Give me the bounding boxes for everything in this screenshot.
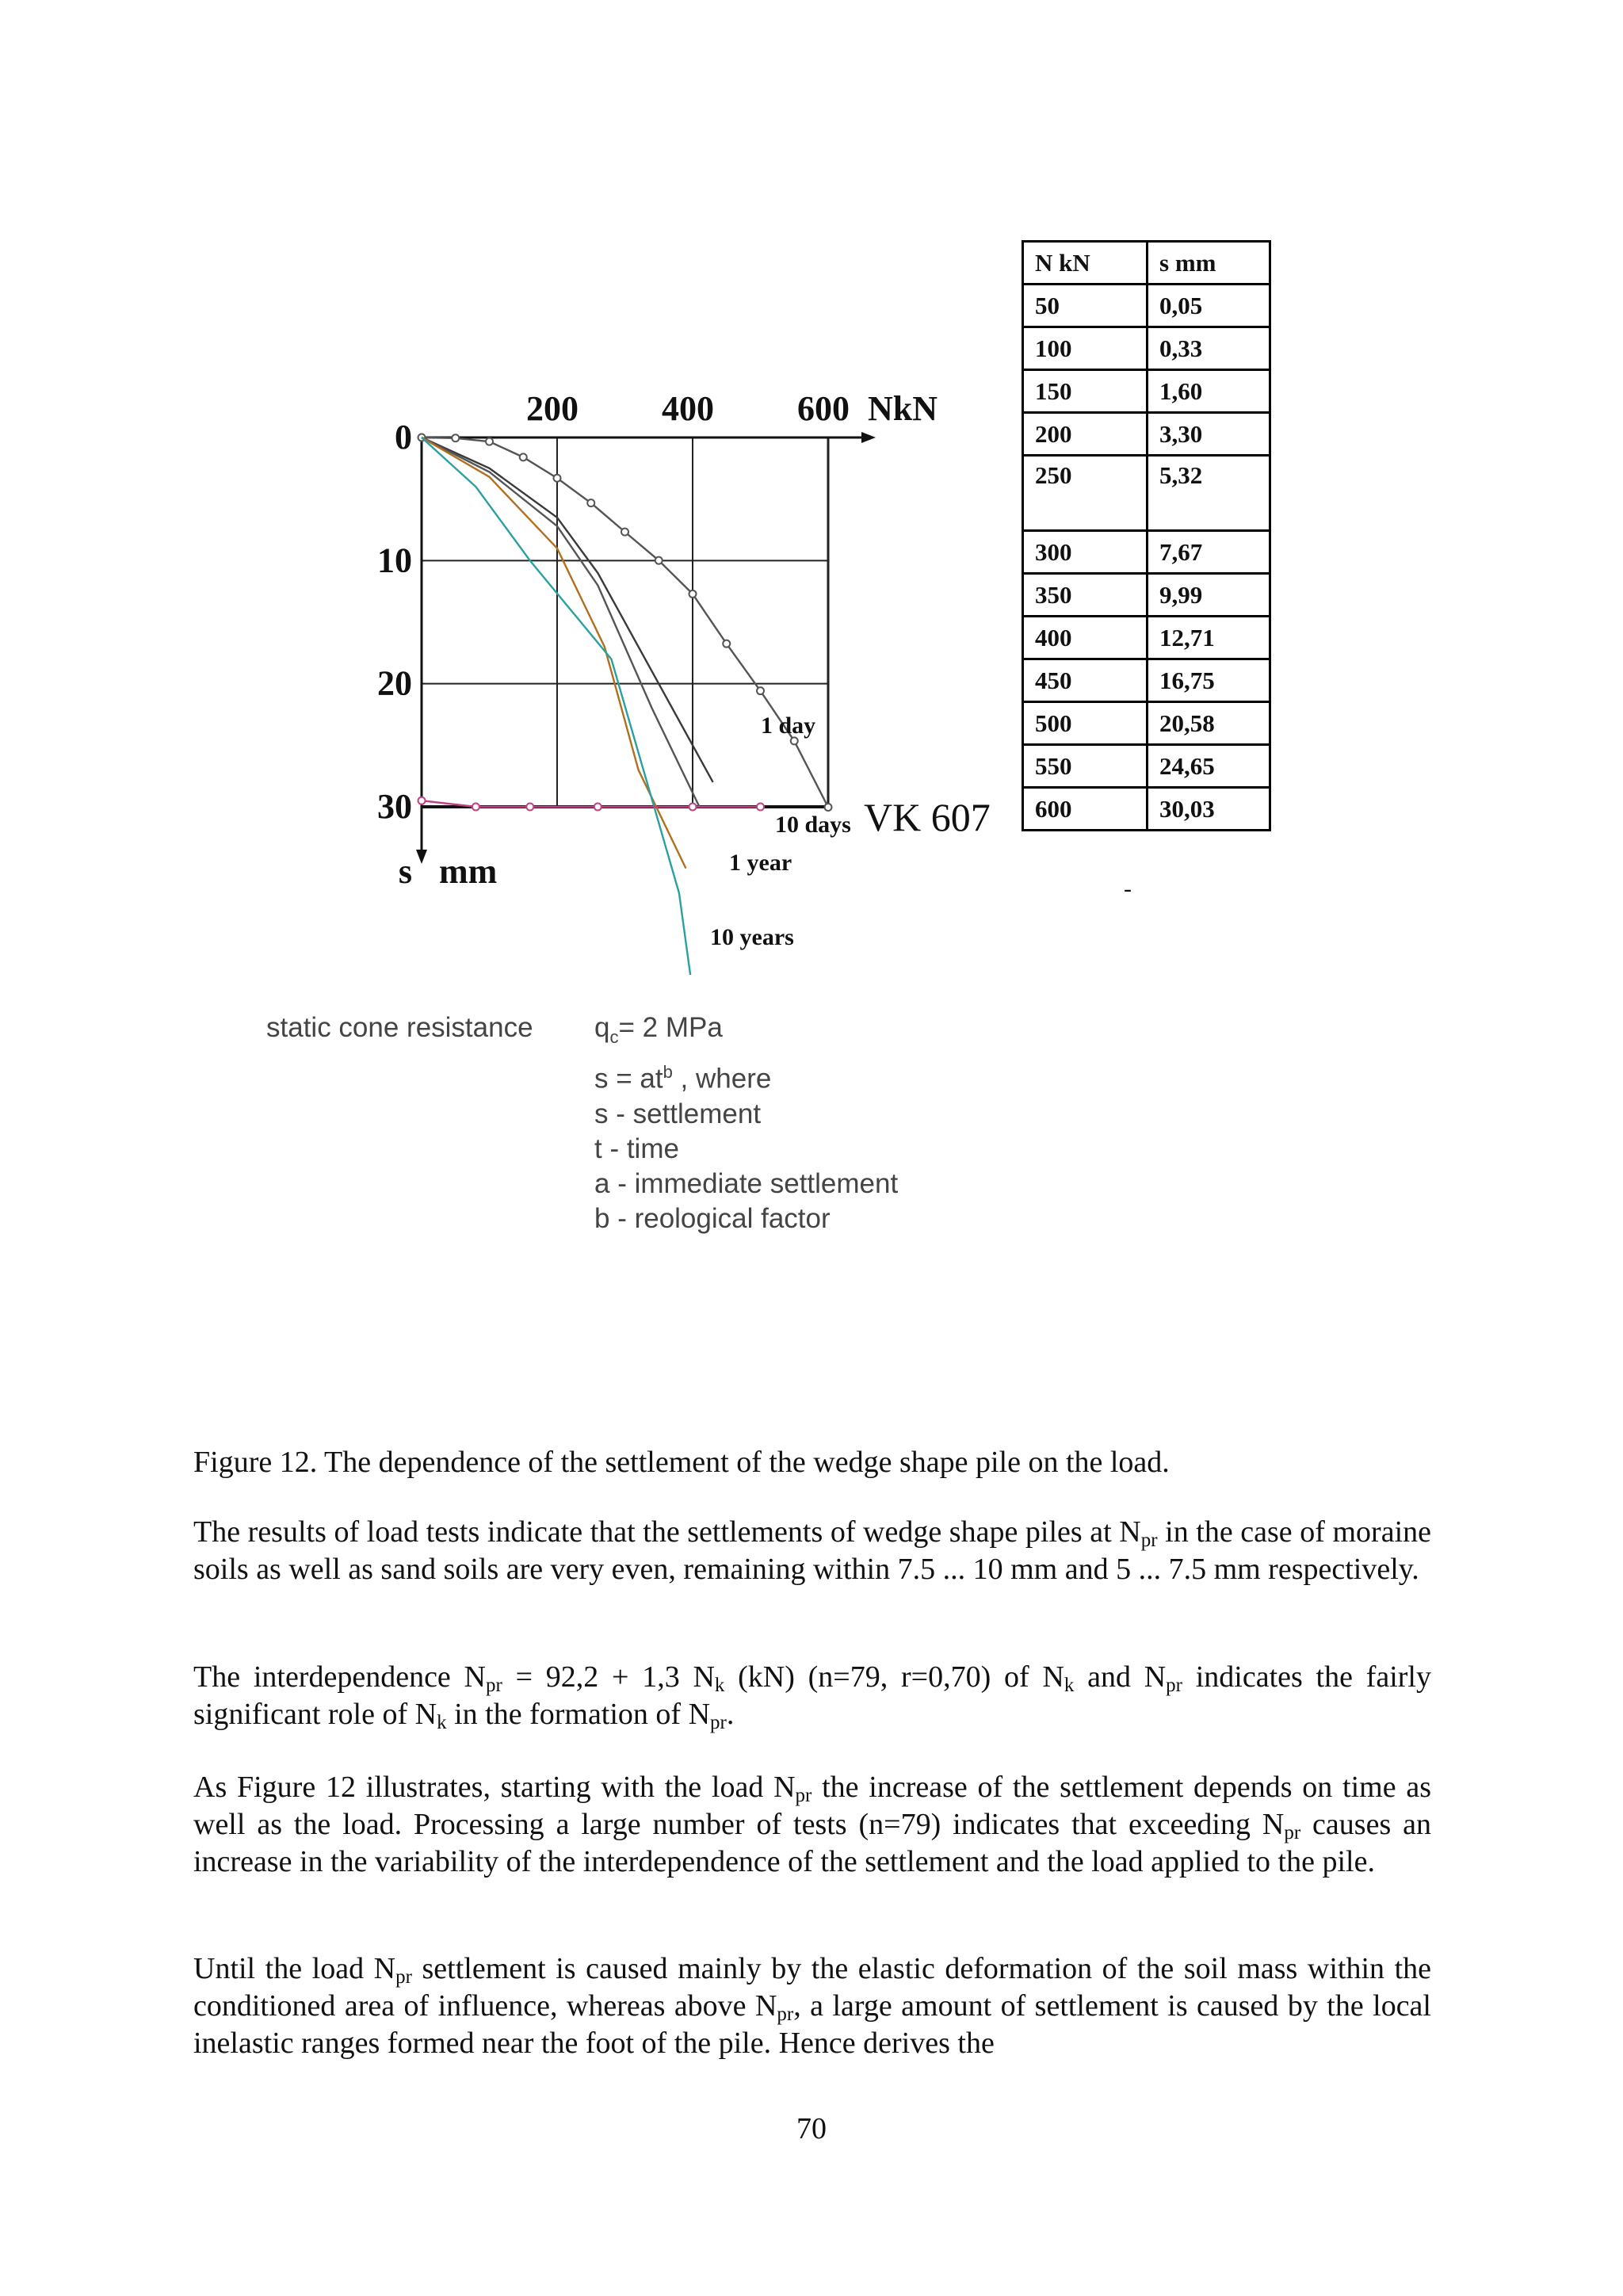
data-point — [757, 687, 764, 694]
x-tick-label: 600 — [797, 389, 850, 428]
data-point — [486, 438, 493, 445]
paragraph: Until the load $N_{pr}$ settlement is caused mainly by the elastic deformation of the soil mass within the conditioned area of influence, whereas above $N_{pr}$, a large amount of settlement is caused by the local inelastic ranges formed near the foot of the pile. Hence derives the — [193, 1952, 1432, 2060]
legend-symbol: q — [594, 1012, 610, 1043]
paragraph: The interdependence $N_{pr} = 92,2 + 1,3$ $N_k$ (kN) (n=79, r=0,70) of $N_k$ and $N_{pr}$ indicates the fairly significant role of $N_k$ in the formation of $N_{pr}$. — [193, 1660, 1431, 1733]
cell-load: 250 — [1023, 456, 1148, 531]
legend-definitions — [594, 1010, 898, 1236]
curve-label: 1 year — [729, 850, 792, 876]
cell-load: 550 — [1023, 745, 1148, 788]
series-line-3 — [422, 437, 685, 869]
cell-settlement: 7,67 — [1148, 531, 1270, 574]
cell-load: 200 — [1023, 413, 1148, 456]
legend-subscript: c — [609, 1027, 619, 1047]
table-row — [1023, 531, 1270, 574]
cell-settlement: 1,60 — [1148, 370, 1270, 413]
chart-series — [418, 434, 832, 976]
page-number: 70 — [796, 2112, 827, 2145]
series-line-4 — [422, 437, 700, 975]
data-point — [723, 640, 730, 648]
legend-text: , where — [672, 1063, 772, 1095]
paragraph: The results of load tests indicate that the settlements of wedge shape piles at $N_{pr}$ in the case of moraine soils as well as sand soils are very even, remaining within 7.5 ... 10 mm and 5 ... 7.5 mm respectively. — [193, 1515, 1431, 1586]
data-point — [689, 804, 697, 811]
legend-superscript: b — [663, 1062, 673, 1082]
legend-line: a - immediate settlement — [594, 1167, 899, 1199]
cell-settlement: 20,58 — [1148, 702, 1270, 745]
series-line-2 — [422, 437, 700, 807]
curve-label: 10 days — [775, 812, 851, 838]
chart-axes — [416, 432, 876, 864]
cell-settlement: 0,05 — [1148, 285, 1270, 327]
legend-line: t - time — [594, 1133, 679, 1164]
x-tick-label: 200 — [526, 389, 579, 428]
y-tick-label: 0 — [395, 418, 412, 457]
table-row — [1023, 413, 1270, 456]
legend-line: s - settlement — [594, 1098, 762, 1129]
data-point — [689, 590, 697, 598]
data-point — [825, 804, 832, 811]
cell-load: 300 — [1023, 531, 1148, 574]
data-point — [452, 434, 459, 441]
table-header-row — [1023, 242, 1270, 285]
legend-line: b - reological factor — [594, 1202, 831, 1234]
data-point — [526, 804, 533, 811]
cell-load: 150 — [1023, 370, 1148, 413]
table-row — [1023, 574, 1270, 617]
data-point — [757, 804, 764, 811]
cell-load: 50 — [1023, 285, 1148, 327]
y-tick-label: 30 — [377, 787, 412, 826]
y-tick-label: 20 — [377, 663, 412, 703]
data-point — [587, 499, 594, 506]
cell-load: 600 — [1023, 788, 1148, 831]
cell-settlement: 30,03 — [1148, 788, 1270, 831]
header-settlement: s mm — [1148, 242, 1270, 285]
stray-mark: - — [1124, 876, 1132, 902]
y-tick-label: 10 — [377, 541, 412, 580]
table-row — [1023, 659, 1270, 702]
cell-load: 450 — [1023, 659, 1148, 702]
paragraph: As Figure 12 illustrates, starting with the load $N_{pr}$ the increase of the settlement depends on time as well as the load. Processing a large number of tests (n=79) indicates that exceeding $N_{pr}$ causes an increase in the variability of the interdependence of the settlement and the load applied to the pile. — [193, 1771, 1431, 1878]
table-row — [1023, 285, 1270, 327]
legend-text: = 2 MPa — [618, 1012, 723, 1043]
chart-annotation: VK 607 — [864, 795, 991, 839]
data-point — [472, 804, 479, 811]
table-row — [1023, 456, 1270, 531]
table-row — [1023, 788, 1270, 831]
legend-line — [594, 1055, 898, 1097]
data-point — [655, 557, 663, 564]
cell-settlement: 3,30 — [1148, 413, 1270, 456]
header-load: N kN — [1023, 242, 1148, 285]
legend-line — [594, 1010, 898, 1055]
y-axis-arrow-icon — [416, 850, 427, 864]
curve-label: 10 years — [710, 924, 794, 950]
series-line-1 — [422, 437, 713, 782]
cell-load: 350 — [1023, 574, 1148, 617]
data-point — [621, 529, 628, 536]
data-point — [554, 475, 561, 482]
settlement-chart — [349, 372, 999, 975]
x-axis-label: NkN — [868, 389, 938, 428]
data-point — [520, 453, 527, 460]
table-row — [1023, 617, 1270, 659]
curve-label: 1 day — [761, 712, 816, 739]
figure-caption: Figure 12. The dependence of the settlement of the wedge shape pile on the load. — [193, 1446, 1170, 1479]
cell-settlement: 12,71 — [1148, 617, 1270, 659]
load-settlement-table — [1022, 240, 1271, 831]
x-tick-label: 400 — [662, 389, 714, 428]
cell-settlement: 24,65 — [1148, 745, 1270, 788]
table-row — [1023, 327, 1270, 370]
cell-settlement: 16,75 — [1148, 659, 1270, 702]
cell-load: 500 — [1023, 702, 1148, 745]
cell-load: 100 — [1023, 327, 1148, 370]
legend-formula: s = at — [594, 1063, 663, 1095]
y-axis-label: s — [398, 852, 412, 891]
x-axis-arrow-icon — [861, 432, 876, 443]
table-row — [1023, 745, 1270, 788]
data-point — [418, 797, 426, 804]
y-axis-unit: mm — [439, 852, 498, 891]
table-row — [1023, 702, 1270, 745]
data-point — [594, 804, 601, 811]
cell-load: 400 — [1023, 617, 1148, 659]
legend-title: static cone resistance — [266, 1012, 533, 1043]
cell-settlement: 5,32 — [1148, 456, 1270, 531]
table-row — [1023, 370, 1270, 413]
cell-settlement: 9,99 — [1148, 574, 1270, 617]
cell-settlement: 0,33 — [1148, 327, 1270, 370]
